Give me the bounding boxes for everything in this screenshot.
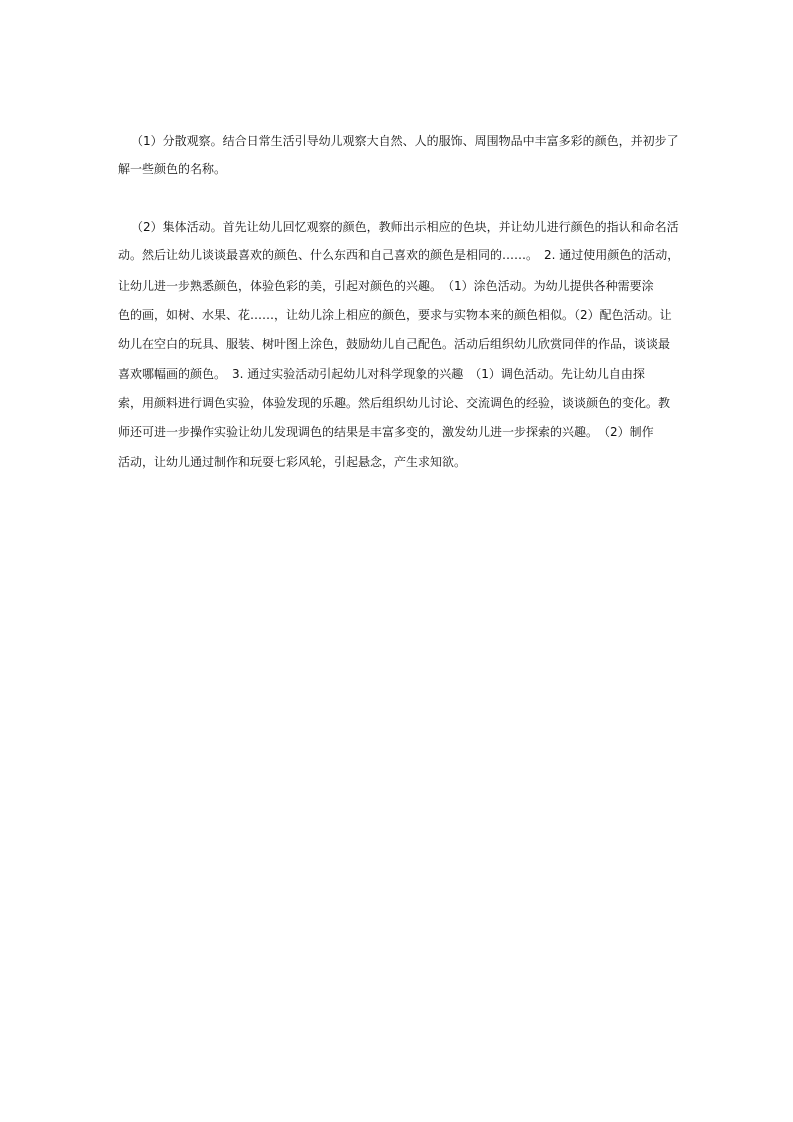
text-line: 动。然后让幼儿谈谈最喜欢的颜色、什么东西和自己喜欢的颜色是相同的……。 2. 通过使用颜色的活动， xyxy=(118,248,680,262)
text-line: 幼儿在空白的玩具、服装、树叶图上涂色，鼓励幼儿自己配色。活动后组织幼儿欣赏同伴的作品，谈谈最 xyxy=(118,337,671,351)
text-line: 索，用颜料进行调色实验，体验发现的乐趣。然后组织幼儿讨论、交流调色的经验，谈谈颜色的变化。教 xyxy=(118,396,671,410)
text-line: 让幼儿进一步熟悉颜色，体验色彩的美，引起对颜色的兴趣。 （1）涂色活动。为幼儿提供各种需要涂 xyxy=(118,279,654,293)
text-line: 解一些颜色的名称。 xyxy=(118,162,227,176)
text-line: （2）集体活动。首先让幼儿回忆观察的颜色，教师出示相应的色块，并让幼儿进行颜色的指认和命名活 xyxy=(131,220,679,234)
text-line: 师还可进一步操作实验让幼儿发现调色的结果是丰富多变的，激发幼儿进一步探索的兴趣。 （2）制作 xyxy=(118,425,654,439)
text-line: 活动，让幼儿通过制作和玩耍七彩风轮，引起悬念，产生求知欲。 xyxy=(118,455,467,469)
text-line: （1）分散观察。结合日常生活引导幼儿观察大自然、人的服饰、周围物品中丰富多彩的颜色，并初步了 xyxy=(131,134,679,148)
text-line: 色的画，如树、水果、花……，让幼儿涂上相应的颜色，要求与实物本来的颜色相似。（2）配色活动。让 xyxy=(118,308,672,322)
text-line: 喜欢哪幅画的颜色。 3. 通过实验活动引起幼儿对科学现象的兴趣 （1）调色活动。先让幼儿自由探 xyxy=(118,367,645,381)
